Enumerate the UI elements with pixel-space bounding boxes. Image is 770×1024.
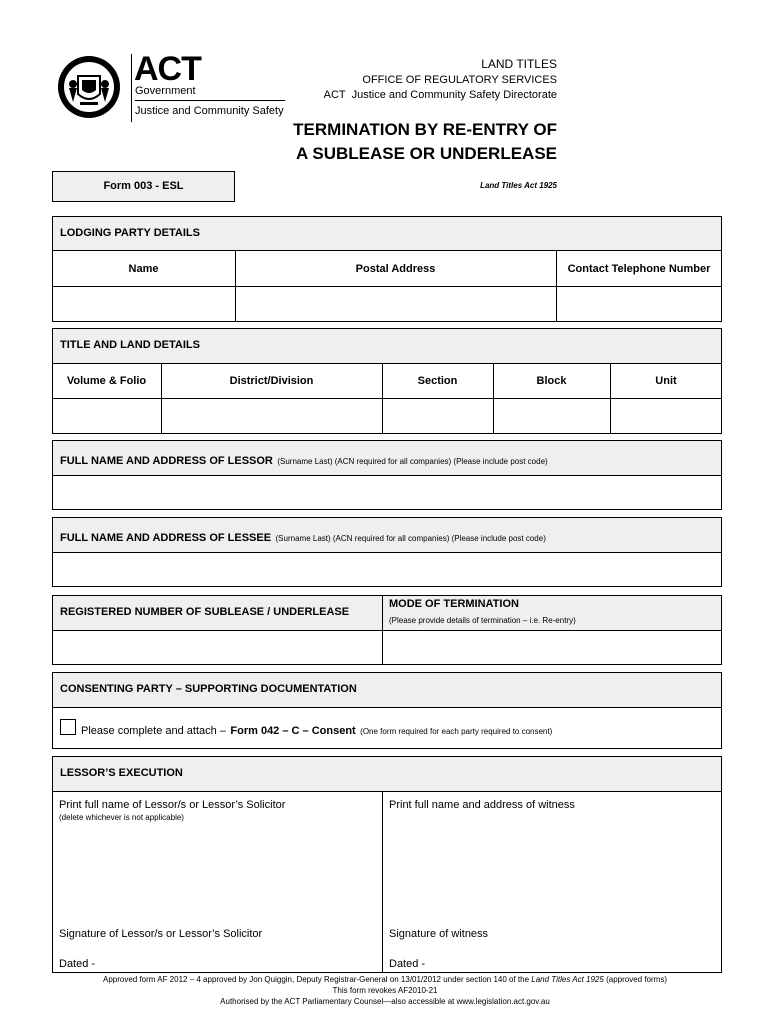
lessor-note: (Surname Last) (ACN required for all companies) (Please include post code): [277, 457, 548, 466]
print-lessor-label: Print full name of Lessor/s or Lessor’s Solicitor: [59, 799, 286, 811]
consenting-heading: CONSENTING PARTY – SUPPORTING DOCUMENTATION: [60, 683, 357, 695]
lessee-heading: FULL NAME AND ADDRESS OF LESSEE: [60, 532, 272, 544]
footer-approval: Approved form AF 2012 – 4 approved by Jon Quiggin, Deputy Registrar-General on 13/01/2012 under section 140 of the: [102, 975, 530, 984]
col-postal-address: Postal Address: [355, 263, 436, 275]
mode-heading: MODE OF TERMINATION: [389, 598, 519, 610]
mode-field[interactable]: [382, 630, 722, 665]
footer-authorised: Authorised by the ACT Parliamentary Counsel—also accessible at www.legislation.act.gov.au: [220, 997, 550, 1006]
lessee-note: (Surname Last) (ACN required for all companies) (Please include post code): [275, 534, 546, 543]
col-section: Section: [417, 375, 458, 387]
lessor-field[interactable]: [52, 475, 722, 510]
lessee-field[interactable]: [52, 552, 722, 587]
logo-government-text: Government: [135, 85, 196, 97]
lodging-address-field[interactable]: [236, 287, 556, 321]
col-contact-phone: Contact Telephone Number: [567, 263, 711, 275]
form-title-line1: TERMINATION BY RE-ENTRY OF: [293, 120, 557, 139]
lessor-name-field[interactable]: [53, 825, 382, 920]
land-titles-label: LAND TITLES: [481, 57, 557, 71]
volume-folio-field[interactable]: [53, 399, 161, 433]
execution-heading: LESSOR’S EXECUTION: [60, 767, 183, 779]
registered-heading: REGISTERED NUMBER OF SUBLEASE / UNDERLEASE: [60, 606, 350, 618]
section-field[interactable]: [383, 399, 493, 433]
consenting-heading-row: [52, 672, 722, 708]
district-division-field[interactable]: [162, 399, 382, 433]
title-land-heading: TITLE AND LAND DETAILS: [60, 339, 200, 351]
registered-number-field[interactable]: [52, 630, 383, 665]
print-witness-label: Print full name and address of witness: [389, 799, 575, 811]
act-reference: Land Titles Act 1925: [480, 181, 557, 190]
directorate-label: ACT Justice and Community Safety Directorate: [323, 89, 557, 101]
footer-act: Land Titles Act 1925: [531, 975, 604, 984]
office-label: OFFICE OF REGULATORY SERVICES: [362, 74, 557, 86]
consent-text-pre: Please complete and attach –: [81, 725, 226, 737]
logo-act-text: ACT: [134, 50, 201, 88]
delete-note: (delete whichever is not applicable): [59, 813, 184, 822]
col-district-division: District/Division: [229, 375, 314, 387]
coat-of-arms-icon: [56, 54, 122, 120]
logo-directorate-text: Justice and Community Safety: [135, 105, 284, 117]
act-government-logo: [56, 50, 286, 124]
execution-heading-row: [52, 756, 722, 792]
lessor-heading: FULL NAME AND ADDRESS OF LESSOR: [60, 455, 273, 467]
mode-heading-cell: [382, 595, 722, 631]
registered-heading-cell: [52, 595, 383, 631]
lessee-heading-row: [52, 517, 722, 553]
title-land-heading-row: [52, 328, 722, 364]
witness-name-field[interactable]: [383, 825, 721, 920]
consent-instruction: [81, 721, 552, 739]
form-number: Form 003 - ESL: [103, 180, 184, 192]
consent-checkbox[interactable]: [60, 719, 76, 735]
lodging-heading-row: [52, 216, 722, 251]
footer-revokes: This form revokes AF2010-21: [332, 986, 438, 995]
logo-vertical-bar: [131, 54, 132, 122]
lodging-heading: LODGING PARTY DETAILS: [60, 227, 200, 239]
mode-note: (Please provide details of termination – i.e. Re-entry): [389, 616, 576, 625]
unit-field[interactable]: [611, 399, 721, 433]
lodging-name-field[interactable]: [53, 287, 235, 321]
consent-form-ref: Form 042 – C – Consent: [230, 725, 356, 737]
block-field[interactable]: [494, 399, 610, 433]
col-volume-folio: Volume & Folio: [66, 375, 147, 387]
logo-divider: [135, 100, 285, 101]
footer-approved-forms: (approved forms): [606, 975, 667, 984]
signature-lessor-label: Signature of Lessor/s or Lessor’s Solicitor: [59, 928, 263, 940]
col-unit: Unit: [655, 375, 677, 387]
signature-witness-label: Signature of witness: [389, 928, 489, 940]
col-block: Block: [536, 375, 567, 387]
footer-line1: [0, 975, 770, 984]
col-name: Name: [128, 263, 159, 275]
form-number-box: [52, 171, 235, 202]
dated-witness-label: Dated -: [389, 958, 426, 970]
dated-lessor-label: Dated -: [59, 958, 96, 970]
form-title-line2: A SUBLEASE OR UNDERLEASE: [295, 144, 557, 163]
lodging-phone-field[interactable]: [557, 287, 721, 321]
consent-note: (One form required for each party required to consent): [360, 727, 553, 736]
lessor-heading-row: [52, 440, 722, 476]
